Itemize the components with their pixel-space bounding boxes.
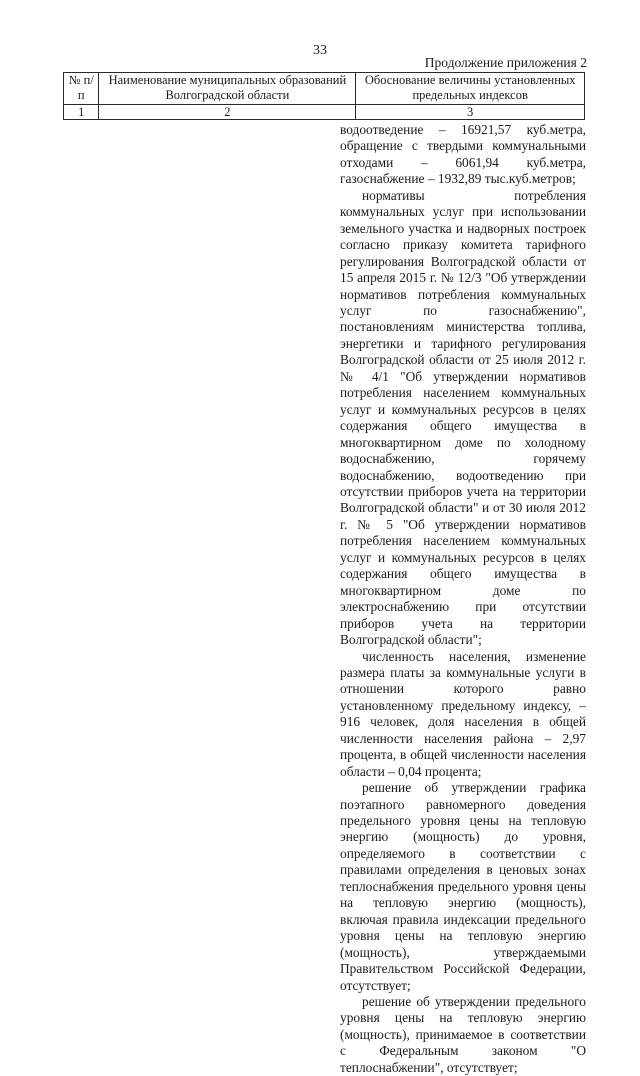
column-number-cell: 1 (64, 105, 99, 120)
paragraph: решение об утверждении графика поэтапного равномерного доведения предельного уровня цены на тепловую энергию (мощность) до уровня, определяемого в соответствии с правилами определения в ценовых зонах теплоснабжения предельного уровня цены на тепловую энергию (мощность), включая правила индексации предельного уровня цены на тепловую энергию (мощность), утверждаемыми Правительством Российской Федерации, отсутствует; (340, 780, 586, 993)
justification-text (340, 122, 586, 1076)
table-column-numbers-row (64, 105, 585, 120)
paragraph: нормативы потребления коммунальных услуг при использовании земельного участка и надворных построек согласно приказу комитета тарифного регулирования Волгоградской области от 15 апреля 2015 г. № 12/3 "Об утверждении нормативов потребления коммунальных услуг по газоснабжению", постановлениям министерства топлива, энергетики и тарифного регулирования Волгоградской области от 25 июля 2012 г. № 4/1 "Об утверждении нормативов потребления населением коммунальных услуг и коммунальных ресурсов в целях содержания общего имущества в многоквартирном доме по холодному водоснабжению, горячему водоснабжению, водоотведению при отсутствии приборов учета на территории Волгоградской области" и от 30 июля 2012 г. № 5 "Об утверждении нормативов потребления населением коммунальных услуг и коммунальных ресурсов в целях содержания общего имущества в многоквартирном доме по электроснабжению при отсутствии приборов учета на территории Волгоградской области"; (340, 187, 586, 648)
header-cell-number: № п/п (64, 73, 99, 105)
header-cell-municipality: Наименование муниципальных образований Волгоградской области (99, 73, 356, 105)
appendix-continuation-label: Продолжение приложения 2 (424, 55, 587, 70)
page-number: 33 (313, 43, 327, 58)
paragraph: решение об утверждении предельного уровня цены на тепловую энергию (мощность), принимаемое в соответствии с Федеральным законом "О теплоснабжении", отсутствует; (340, 994, 586, 1075)
column-number-cell: 2 (99, 105, 356, 120)
header-table (63, 72, 585, 120)
header-cell-justification: Обоснование величины установленных предельных индексов (356, 73, 585, 105)
table-header-row (64, 73, 585, 105)
paragraph: численность населения, изменение размера платы за коммунальные услуги в отношении которого равно установленному предельному индексу, – 916 человек, доля населения в общей численности населения района – 2,97 процента, в общей численности населения области – 0,04 процента; (340, 648, 586, 779)
paragraph: водоотведение – 16921,57 куб.метра, обращение с твердыми коммунальными отходами – 6061,94 куб.метра, газоснабжение – 1932,89 тыс.куб.метров; (340, 122, 586, 187)
column-number-cell: 3 (356, 105, 585, 120)
